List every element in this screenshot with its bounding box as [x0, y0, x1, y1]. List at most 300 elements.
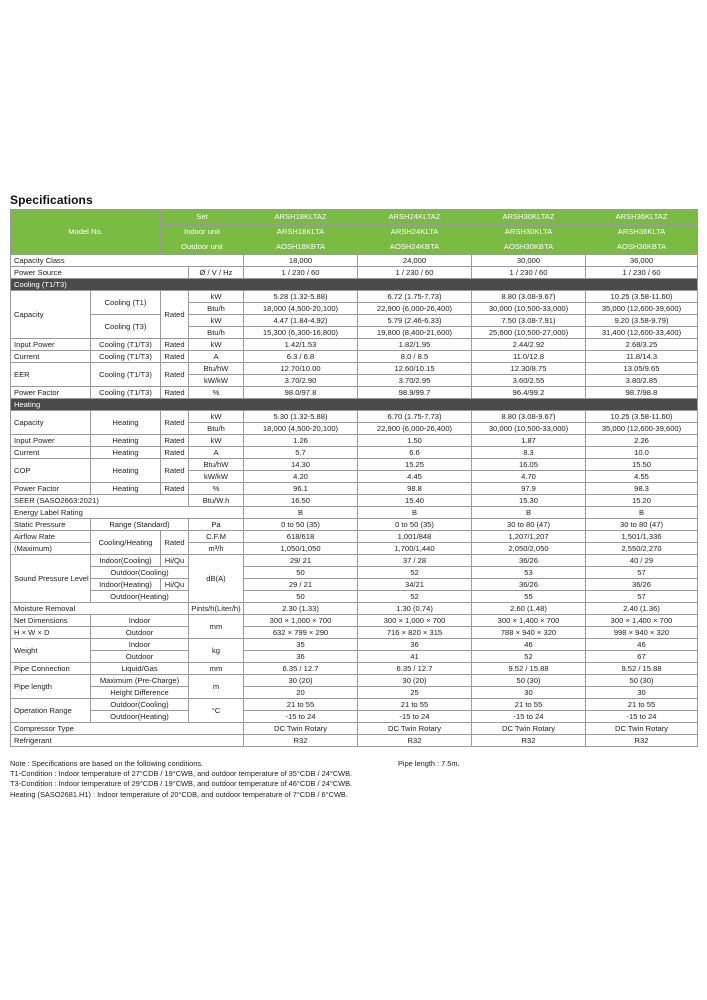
- table-cell: 8.3: [472, 447, 586, 459]
- table-cell: DC Twin Rotary: [358, 723, 472, 735]
- table-row: [11, 723, 698, 735]
- table-cell: 2.68/3.25: [586, 339, 698, 351]
- table-cell: AOSH36KBTA: [586, 240, 698, 255]
- table-cell: 46: [472, 639, 586, 651]
- table-row: [11, 519, 698, 531]
- table-cell: kg: [189, 639, 244, 663]
- table-cell: Cooling (T1/T3): [91, 363, 161, 387]
- table-row: [11, 267, 698, 279]
- table-row: [11, 555, 698, 567]
- table-cell: 1 / 230 / 60: [586, 267, 698, 279]
- table-cell: Rated: [161, 459, 189, 483]
- table-cell: 21 to 55: [358, 699, 472, 711]
- table-row: [11, 699, 698, 711]
- table-cell: Rated: [161, 411, 189, 435]
- table-cell: 19,800 (8,400-21,600): [358, 327, 472, 339]
- table-cell: 12.70/10.00: [244, 363, 358, 375]
- table-row: [11, 711, 698, 723]
- table-cell: Indoor: [91, 615, 189, 627]
- table-cell: Pipe Connection: [11, 663, 91, 675]
- table-cell: AOSH24KBTA: [358, 240, 472, 255]
- section-header-row: [11, 279, 698, 291]
- table-cell: 4.47 (1.84-4.92): [244, 315, 358, 327]
- table-cell: Indoor: [91, 639, 189, 651]
- table-cell: 2.26: [586, 435, 698, 447]
- table-cell: Heating: [91, 483, 161, 495]
- table-cell: 12.30/8.75: [472, 363, 586, 375]
- table-cell: 18,000 (4,500-20,100): [244, 423, 358, 435]
- table-cell: 1,501/1,336: [586, 531, 698, 543]
- table-row: [11, 579, 698, 591]
- table-cell: DC Twin Rotary: [244, 723, 358, 735]
- table-cell: Rated: [161, 435, 189, 447]
- table-cell: 30: [586, 687, 698, 699]
- table-cell: 6.72 (1.75-7.73): [358, 291, 472, 303]
- table-cell: 36/26: [472, 579, 586, 591]
- table-cell: Model No.: [11, 210, 161, 255]
- table-row: [11, 447, 698, 459]
- table-cell: Capacity Class: [11, 255, 244, 267]
- table-cell: 3.60/2.55: [472, 375, 586, 387]
- table-cell: 1.50: [358, 435, 472, 447]
- table-cell: 11.8/14.3: [586, 351, 698, 363]
- table-cell: 21 to 55: [244, 699, 358, 711]
- table-cell: ARSH24KLTA: [358, 225, 472, 240]
- table-cell: Input Power: [11, 339, 91, 351]
- table-row: [11, 339, 698, 351]
- table-cell: Capacity: [11, 411, 91, 435]
- table-cell: Cooling (T1/T3): [91, 351, 161, 363]
- table-cell: Rated: [161, 447, 189, 459]
- table-cell: B: [244, 507, 358, 519]
- table-cell: 52: [358, 567, 472, 579]
- table-cell: 35,000 (12,600-39,600): [586, 303, 698, 315]
- table-cell: 300 × 1,000 × 700: [244, 615, 358, 627]
- table-cell: Rated: [161, 483, 189, 495]
- table-cell: mm: [189, 615, 244, 639]
- table-cell: Rated: [161, 339, 189, 351]
- table-cell: 618/618: [244, 531, 358, 543]
- table-cell: Indoor unit: [161, 225, 244, 240]
- table-cell: Heating: [91, 459, 161, 483]
- table-cell: mm: [189, 663, 244, 675]
- table-row: [11, 531, 698, 543]
- table-row: [11, 735, 698, 747]
- table-cell: Btu/hW: [189, 459, 244, 471]
- table-cell: 36,000: [586, 255, 698, 267]
- table-cell: %: [189, 483, 244, 495]
- table-cell: 22,900 (6,000-26,400): [358, 303, 472, 315]
- table-cell: m³/h: [189, 543, 244, 555]
- table-cell: Rated: [161, 363, 189, 387]
- table-cell: 50: [244, 591, 358, 603]
- table-cell: 716 × 820 × 315: [358, 627, 472, 639]
- table-cell: 37 / 28: [358, 555, 472, 567]
- table-cell: Input Power: [11, 435, 91, 447]
- table-row: [11, 291, 698, 303]
- table-row: [11, 351, 698, 363]
- table-cell: 300 × 1,000 × 700: [358, 615, 472, 627]
- table-cell: Outdoor(Cooling): [91, 567, 189, 579]
- table-cell: 2,050/2,050: [472, 543, 586, 555]
- table-cell: A: [189, 351, 244, 363]
- table-cell: Static Pressure: [11, 519, 91, 531]
- table-cell: 30 (20): [244, 675, 358, 687]
- table-cell: 30,000 (10,500-33,000): [472, 423, 586, 435]
- table-cell: 9.20 (3.58-9.79): [586, 315, 698, 327]
- table-cell: 36: [244, 651, 358, 663]
- table-row: [11, 651, 698, 663]
- table-cell: 96.1: [244, 483, 358, 495]
- table-cell: Btu/W.h: [189, 495, 244, 507]
- table-cell: 6.35 / 12.7: [244, 663, 358, 675]
- table-cell: 31,400 (12,600-33,400): [586, 327, 698, 339]
- table-cell: 29/ 21: [244, 555, 358, 567]
- table-cell: 1.82/1.95: [358, 339, 472, 351]
- table-cell: COP: [11, 459, 91, 483]
- table-row: [11, 687, 698, 699]
- table-cell: 46: [586, 639, 698, 651]
- table-cell: Hi/Qu: [161, 579, 189, 591]
- table-row: [11, 255, 698, 267]
- table-cell: 632 × 799 × 290: [244, 627, 358, 639]
- table-cell: A: [189, 447, 244, 459]
- table-cell: 57: [586, 567, 698, 579]
- table-cell: 5.30 (1.32-5.88): [244, 411, 358, 423]
- table-cell: °C: [189, 699, 244, 723]
- table-cell: Indoor(Heating): [91, 579, 161, 591]
- table-cell: 30 to 80 (47): [472, 519, 586, 531]
- table-cell: 3.80/2.85: [586, 375, 698, 387]
- table-cell: R32: [472, 735, 586, 747]
- table-cell: Btu/h: [189, 327, 244, 339]
- table-cell: (Maximum): [11, 543, 91, 555]
- table-cell: 1.87: [472, 435, 586, 447]
- table-cell: 34/21: [358, 579, 472, 591]
- table-cell: ARSH24KLTAZ: [358, 210, 472, 225]
- table-cell: 16.50: [244, 495, 358, 507]
- table-cell: %: [189, 387, 244, 399]
- table-cell: 35,000 (12,600-39,600): [586, 423, 698, 435]
- pipe-length-note: Pipe length : 7.5m.: [398, 759, 460, 768]
- table-cell: SEER (SASO2663:2021): [11, 495, 189, 507]
- table-cell: Heating: [91, 447, 161, 459]
- table-cell: 97.9: [472, 483, 586, 495]
- table-row: [11, 387, 698, 399]
- table-cell: 98.3: [586, 483, 698, 495]
- table-cell: 9.52 / 15.88: [586, 663, 698, 675]
- table-cell: 96.4/99.2: [472, 387, 586, 399]
- table-cell: 21 to 55: [586, 699, 698, 711]
- table-cell: Btu/h: [189, 303, 244, 315]
- table-cell: Compressor Type: [11, 723, 244, 735]
- table-cell: Outdoor(Heating): [91, 711, 189, 723]
- table-cell: kW/kW: [189, 375, 244, 387]
- table-cell: Power Factor: [11, 483, 91, 495]
- table-cell: Hi/Qu: [161, 555, 189, 567]
- table-cell: Outdoor: [91, 651, 189, 663]
- table-cell: 2,550/2,270: [586, 543, 698, 555]
- table-cell: Outdoor: [91, 627, 189, 639]
- table-cell: Cooling (T3): [91, 315, 161, 339]
- table-cell: Rated: [161, 291, 189, 339]
- note-line: Note : Specifications are based on the following conditions.: [10, 759, 204, 768]
- table-cell: 2.40 (1.36): [586, 603, 698, 615]
- table-cell: Heating: [91, 435, 161, 447]
- table-row: [11, 675, 698, 687]
- table-cell: AOSH18KBTA: [244, 240, 358, 255]
- table-cell: 30: [472, 687, 586, 699]
- table-cell: 53: [472, 567, 586, 579]
- table-row: [11, 315, 698, 327]
- table-cell: ARSH30KLTAZ: [472, 210, 586, 225]
- note-t1-condition: T1-Condition : Indoor temperature of 27°CDB / 19°CWB, and outdoor temperature of 35°CDB / 24°CWB.: [10, 769, 353, 779]
- table-cell: 30,000: [472, 255, 586, 267]
- table-row: [11, 663, 698, 675]
- table-cell: 36: [358, 639, 472, 651]
- table-cell: Power Factor: [11, 387, 91, 399]
- table-cell: 15.40: [358, 495, 472, 507]
- table-cell: Pa: [189, 519, 244, 531]
- table-cell: Range (Standard): [91, 519, 189, 531]
- table-row: [11, 591, 698, 603]
- table-cell: 50: [244, 567, 358, 579]
- table-cell: H × W × D: [11, 627, 91, 639]
- table-cell: Energy Label Rating: [11, 507, 244, 519]
- table-cell: 1 / 230 / 60: [472, 267, 586, 279]
- table-cell: 18,000: [244, 255, 358, 267]
- notes: [10, 759, 697, 800]
- table-cell: 13.05/9.65: [586, 363, 698, 375]
- table-cell: 3.70/2.90: [244, 375, 358, 387]
- table-cell: -15 to 24: [244, 711, 358, 723]
- table-cell: Capacity: [11, 291, 91, 339]
- table-cell: kW: [189, 291, 244, 303]
- table-cell: 5.28 (1.32-5.88): [244, 291, 358, 303]
- table-cell: 4.20: [244, 471, 358, 483]
- table-cell: Outdoor unit: [161, 240, 244, 255]
- table-cell: 15.30: [472, 495, 586, 507]
- table-cell: 98.8: [358, 483, 472, 495]
- table-cell: ARSH18KLTA: [244, 225, 358, 240]
- table-row: [11, 363, 698, 375]
- table-cell: 52: [358, 591, 472, 603]
- table-cell: 1,001/848: [358, 531, 472, 543]
- table-cell: 35: [244, 639, 358, 651]
- table-cell: Rated: [161, 531, 189, 555]
- table-cell: Refrigerant: [11, 735, 244, 747]
- table-cell: 20: [244, 687, 358, 699]
- table-cell: 6.6: [358, 447, 472, 459]
- table-cell: 41: [358, 651, 472, 663]
- table-cell: 4.45: [358, 471, 472, 483]
- table-cell: -15 to 24: [472, 711, 586, 723]
- table-cell: 15.50: [586, 459, 698, 471]
- table-cell: 11.0/12.8: [472, 351, 586, 363]
- table-cell: AOSH30KBTA: [472, 240, 586, 255]
- table-cell: Airflow Rate: [11, 531, 91, 543]
- table-cell: 16.05: [472, 459, 586, 471]
- table-cell: Ø / V / Hz: [189, 267, 244, 279]
- table-cell: 29 / 21: [244, 579, 358, 591]
- table-cell: B: [472, 507, 586, 519]
- table-cell: 98.0/97.8: [244, 387, 358, 399]
- table-cell: Liquid/Gas: [91, 663, 189, 675]
- table-cell: ARSH18KLTAZ: [244, 210, 358, 225]
- table-cell: 10.0: [586, 447, 698, 459]
- table-cell: Outdoor(Cooling): [91, 699, 189, 711]
- table-cell: Current: [11, 351, 91, 363]
- table-cell: Weight: [11, 639, 91, 663]
- table-cell: ARSH30KLTA: [472, 225, 586, 240]
- table-cell: 25: [358, 687, 472, 699]
- table-cell: R32: [586, 735, 698, 747]
- table-cell: Cooling (T1/T3): [91, 339, 161, 351]
- table-cell: R32: [358, 735, 472, 747]
- table-cell: 50 (30): [472, 675, 586, 687]
- table-cell: Operation Range: [11, 699, 91, 723]
- table-cell: 1 / 230 / 60: [358, 267, 472, 279]
- table-cell: m: [189, 675, 244, 699]
- table-cell: kW: [189, 435, 244, 447]
- table-cell: 55: [472, 591, 586, 603]
- table-cell: 7.50 (3.08-7.91): [472, 315, 586, 327]
- table-cell: -15 to 24: [586, 711, 698, 723]
- table-cell: -15 to 24: [358, 711, 472, 723]
- table-cell: 1 / 230 / 60: [244, 267, 358, 279]
- table-cell: 15.25: [358, 459, 472, 471]
- table-cell: Rated: [161, 387, 189, 399]
- table-cell: 300 × 1,400 × 700: [472, 615, 586, 627]
- table-cell: 5.7: [244, 447, 358, 459]
- table-row: [11, 495, 698, 507]
- table-cell: 300 × 1,400 × 700: [586, 615, 698, 627]
- table-cell: 57: [586, 591, 698, 603]
- table-cell: EER: [11, 363, 91, 387]
- page-title: Specifications: [10, 193, 93, 207]
- table-cell: Current: [11, 447, 91, 459]
- table-cell: kW: [189, 315, 244, 327]
- table-row: [11, 459, 698, 471]
- table-cell: Indoor(Cooling): [91, 555, 161, 567]
- table-cell: 30 (20): [358, 675, 472, 687]
- table-cell: 10.25 (3.58-11.60): [586, 411, 698, 423]
- table-cell: Heating: [91, 411, 161, 435]
- table-cell: 18,000 (4,500-20,100): [244, 303, 358, 315]
- table-cell: kW/kW: [189, 471, 244, 483]
- note-t3-condition: T3-Condition : Indoor temperature of 29°CDB / 19°CWB, and outdoor temperature of 46°CDB / 24°CWB.: [10, 779, 353, 789]
- table-cell: 4.70: [472, 471, 586, 483]
- table-cell: ARSH36KLTA: [586, 225, 698, 240]
- table-cell: Maximum (Pre-Charge): [91, 675, 189, 687]
- table-cell: Cooling/Heating: [91, 531, 161, 555]
- table-cell: 4.55: [586, 471, 698, 483]
- table-cell: 0 to 50 (35): [244, 519, 358, 531]
- table-cell: 14.30: [244, 459, 358, 471]
- table-cell: Pipe length: [11, 675, 91, 699]
- table-row: [11, 210, 698, 225]
- table-cell: 1.42/1.53: [244, 339, 358, 351]
- table-cell: B: [358, 507, 472, 519]
- table-cell: DC Twin Rotary: [586, 723, 698, 735]
- table-row: [11, 483, 698, 495]
- table-cell: kW: [189, 339, 244, 351]
- table-cell: 2.30 (1.33): [244, 603, 358, 615]
- table-cell: Rated: [161, 351, 189, 363]
- table-cell: 998 × 940 × 320: [586, 627, 698, 639]
- table-cell: Btu/h: [189, 423, 244, 435]
- table-cell: 22,900 (6,000-26,400): [358, 423, 472, 435]
- table-cell: Sound Pressure Level: [11, 555, 91, 603]
- table-cell: DC Twin Rotary: [472, 723, 586, 735]
- table-cell: Cooling (T1/T3): [91, 387, 161, 399]
- table-cell: 50 (30): [586, 675, 698, 687]
- table-cell: 1,700/1,440: [358, 543, 472, 555]
- table-cell: 98.9/99.7: [358, 387, 472, 399]
- section-header: Heating: [11, 399, 698, 411]
- table-row: [11, 615, 698, 627]
- table-cell: kW: [189, 411, 244, 423]
- table-cell: Height Difference: [91, 687, 189, 699]
- table-cell: 5.79 (2.46-6.33): [358, 315, 472, 327]
- table-cell: R32: [244, 735, 358, 747]
- table-cell: Moisture Removal: [11, 603, 189, 615]
- table-cell: 6.35 / 12.7: [358, 663, 472, 675]
- table-cell: Btu/hW: [189, 363, 244, 375]
- table-cell: B: [586, 507, 698, 519]
- table-cell: 15.20: [586, 495, 698, 507]
- table-cell: Net Dimensions: [11, 615, 91, 627]
- table-cell: 10.25 (3.58-11.60): [586, 291, 698, 303]
- table-cell: 30 to 80 (47): [586, 519, 698, 531]
- specifications-table: [10, 209, 698, 747]
- table-cell: 6.70 (1.75-7.73): [358, 411, 472, 423]
- table-row: [11, 639, 698, 651]
- table-row: [11, 435, 698, 447]
- table-cell: 98.7/98.8: [586, 387, 698, 399]
- table-cell: 8.80 (3.08-9.67): [472, 291, 586, 303]
- section-header: Cooling (T1/T3): [11, 279, 698, 291]
- table-cell: 9.52 / 15.88: [472, 663, 586, 675]
- table-cell: 12.60/10.15: [358, 363, 472, 375]
- table-cell: 52: [472, 651, 586, 663]
- table-cell: 24,000: [358, 255, 472, 267]
- table-cell: 40 / 29: [586, 555, 698, 567]
- note-heating-condition: Heating (SASO2681.H1) : Indoor temperature of 20°CDB, and outdoor temperature of 7°CDB / 6°CWB.: [10, 789, 348, 799]
- table-cell: 21 to 55: [472, 699, 586, 711]
- table-cell: ARSH36KLTAZ: [586, 210, 698, 225]
- table-cell: 36/26: [586, 579, 698, 591]
- table-cell: Cooling (T1): [91, 291, 161, 315]
- table-cell: 15,300 (6,300-16,800): [244, 327, 358, 339]
- table-cell: 8.80 (3.08-9.67): [472, 411, 586, 423]
- table-cell: 6.3 / 6.8: [244, 351, 358, 363]
- table-cell: 67: [586, 651, 698, 663]
- table-cell: dB(A): [189, 555, 244, 603]
- table-row: [11, 411, 698, 423]
- table-row: [11, 627, 698, 639]
- table-cell: 1.30 (0.74): [358, 603, 472, 615]
- table-cell: 788 × 940 × 320: [472, 627, 586, 639]
- table-cell: 1,050/1,050: [244, 543, 358, 555]
- table-cell: 25,600 (10,500-27,000): [472, 327, 586, 339]
- section-header-row: [11, 399, 698, 411]
- table-row: [11, 603, 698, 615]
- table-cell: Outdoor(Heating): [91, 591, 189, 603]
- table-row: [11, 507, 698, 519]
- table-cell: 0 to 50 (35): [358, 519, 472, 531]
- table-cell: C.F.M: [189, 531, 244, 543]
